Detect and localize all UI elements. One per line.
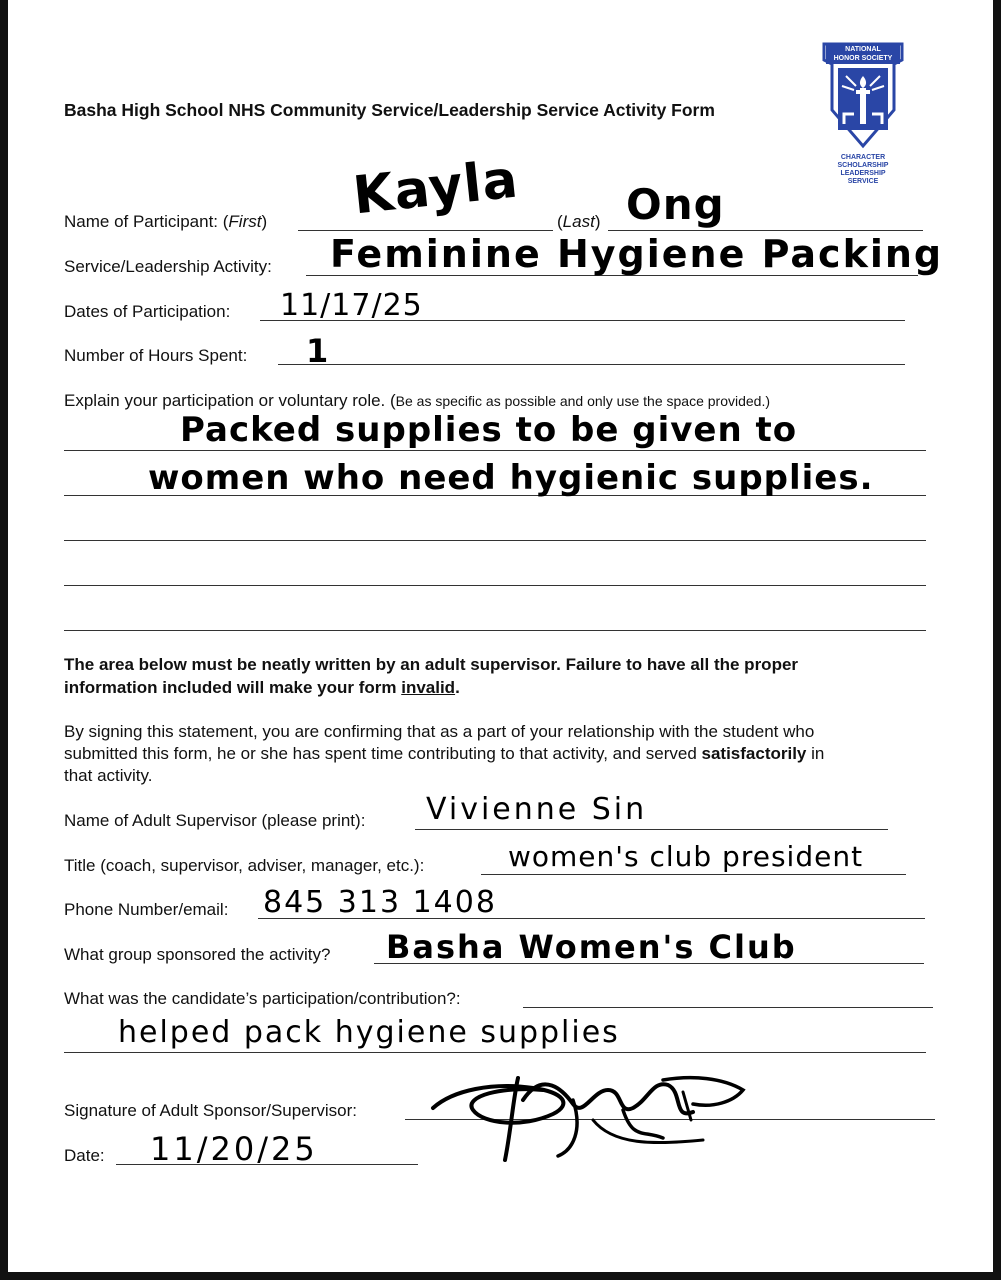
activity-label: Service/Leadership Activity: (64, 257, 272, 276)
supervisor-title-line (481, 874, 906, 875)
dates-label: Dates of Participation: (64, 302, 231, 321)
statement-in: in (806, 744, 825, 763)
logo-character-text: CHARACTER (840, 154, 886, 161)
supervisor-notice-line-1: The area below must be neatly written by an adult supervisor. Failure to have all the proper (64, 655, 799, 674)
first-name-label: First (228, 212, 262, 231)
statement-line-2 (64, 744, 824, 764)
signature-scribble (423, 1060, 753, 1170)
explain-label-text: Explain your participation or voluntary role. ( (64, 391, 396, 410)
first-name-field[interactable]: Kayla (350, 149, 522, 227)
signature-label: Signature of Adult Sponsor/Supervisor: (64, 1101, 357, 1120)
form-page: Basha High School NHS Community Service/Leadership Service Activity Form NATIONAL HONOR SOCIETY CHARACTER SCHOLARSHIP LEADERSHIP SERVICE Name of Participant: (First) (Last) Kayla Ong Service/Leadership Activity: Feminine Hygiene Packing Dates of Participation: 11/17/25 Number of Hours Spent: 1 Explain your participation or voluntary role. (Be as specific as possible and only use the space provided.) Packed supplies to be given to women who need hygienic supplies. The area below must be neatly written by an adult supervisor. Failure to have all the proper information included will make your form invalid. By signing this statement, you are confirming that as a part of your relationship with the student who submitted this form, he or she has spent time contributing to that activity, and served satisfactorily in that activity. Name of Adult Supervisor (please print): Vivienne Sin Title (coach, supervisor, adviser, manager, etc.): women's club president Phone Number/email: 845 313 1408 What group sponsored the activity? Basha Women's Club What was the candidate’s participation/contribution?: helped pack hygiene supplies Signature of Adult Sponsor/Supervisor: Date: 11/20/25 (8, 0, 993, 1272)
statement-satisfactorily: satisfactorily (701, 744, 807, 763)
explain-line-5 (64, 630, 926, 631)
nhs-logo (818, 40, 908, 190)
statement-line-3: that activity. (64, 766, 153, 785)
hours-line (278, 364, 905, 365)
first-name-line (298, 230, 553, 231)
signature-field[interactable] (423, 1060, 753, 1170)
hours-label: Number of Hours Spent: (64, 346, 248, 365)
statement-text: submitted this form, he or she has spent time contributing to that activity, and served (64, 744, 702, 763)
group-label: What group sponsored the activity? (64, 945, 331, 964)
supervisor-title-label: Title (coach, supervisor, adviser, manager, etc.): (64, 856, 425, 875)
explain-label (64, 391, 770, 411)
activity-field[interactable]: Feminine Hygiene Packing (330, 232, 944, 276)
participant-name-label: Name of Participant: (First) (64, 212, 268, 231)
last-name-line (608, 230, 923, 231)
dates-field[interactable]: 11/17/25 (280, 288, 423, 323)
notice-invalid: invalid (401, 678, 456, 697)
logo-service-text: SERVICE (847, 178, 879, 185)
group-field[interactable]: Basha Women's Club (386, 928, 797, 966)
contribution-line-1 (523, 1007, 933, 1008)
statement-line-1: By signing this statement, you are confirming that as a part of your relationship with the student who (64, 722, 815, 741)
explain-field-line-1[interactable]: Packed supplies to be given to (180, 410, 798, 450)
supervisor-notice-line-2 (64, 678, 460, 698)
logo-scholarship-text: SCHOLARSHIP (837, 162, 889, 169)
supervisor-name-field[interactable]: Vivienne Sin (426, 792, 648, 827)
notice-period: . (455, 678, 460, 697)
phone-field[interactable]: 845 313 1408 (263, 885, 497, 920)
supervisor-name-label: Name of Adult Supervisor (please print): (64, 811, 366, 830)
explain-line-3 (64, 540, 926, 541)
explain-line-4 (64, 585, 926, 586)
date-field[interactable]: 11/20/25 (150, 1130, 318, 1168)
last-name-label: Last (562, 212, 595, 231)
contribution-label: What was the candidate’s participation/contribution?: (64, 989, 461, 1008)
form-title: Basha High School NHS Community Service/Leadership Service Activity Form (64, 100, 715, 120)
explain-note: Be as specific as possible and only use the space provided.) (395, 393, 771, 409)
logo-national-text: NATIONAL (845, 46, 881, 53)
phone-label: Phone Number/email: (64, 900, 229, 919)
logo-leadership-text: LEADERSHIP (840, 170, 886, 177)
explain-line-1 (64, 450, 926, 451)
notice-text: information included will make your form (64, 678, 402, 697)
date-label: Date: (64, 1146, 105, 1165)
explain-field-line-2[interactable]: women who need hygienic supplies. (148, 458, 874, 498)
contribution-field[interactable]: helped pack hygiene supplies (118, 1015, 620, 1050)
participant-name-label-text: Name of Participant: ( (64, 212, 229, 231)
logo-honor-society-text: HONOR SOCIETY (833, 55, 893, 62)
contribution-line-2 (64, 1052, 926, 1053)
last-name-field[interactable]: Ong (626, 180, 725, 229)
supervisor-name-line (415, 829, 888, 830)
hours-field[interactable]: 1 (306, 332, 330, 370)
supervisor-title-field[interactable]: women's club president (508, 840, 864, 873)
